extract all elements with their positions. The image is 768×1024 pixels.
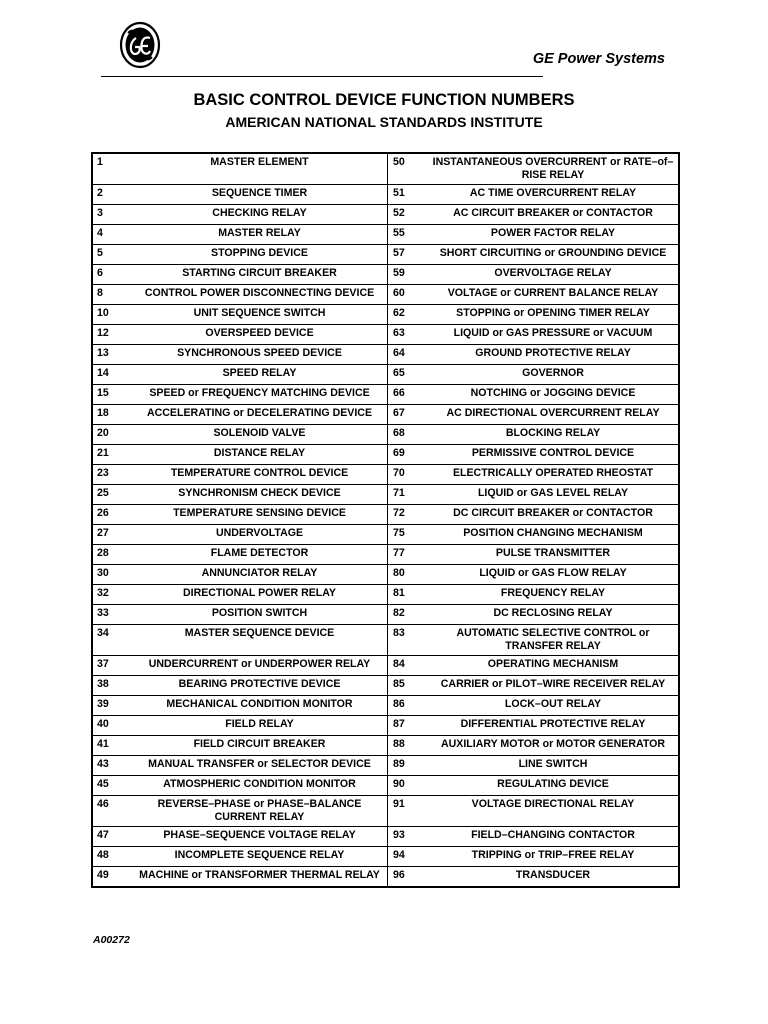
device-function: SHORT CIRCUITING or GROUNDING DEVICE — [428, 245, 679, 265]
table-row — [92, 625, 679, 656]
device-number: 40 — [92, 716, 132, 736]
device-function: LIQUID or GAS LEVEL RELAY — [428, 485, 679, 505]
device-function: FREQUENCY RELAY — [428, 585, 679, 605]
device-function: OPERATING MECHANISM — [428, 656, 679, 676]
table-row — [92, 867, 679, 888]
device-function: LIQUID or GAS FLOW RELAY — [428, 565, 679, 585]
device-function: FIELD RELAY — [132, 716, 388, 736]
device-number: 52 — [388, 205, 429, 225]
device-function: STARTING CIRCUIT BREAKER — [132, 265, 388, 285]
table-row — [92, 847, 679, 867]
device-number: 32 — [92, 585, 132, 605]
table-row — [92, 796, 679, 827]
device-number: 46 — [92, 796, 132, 827]
table-row — [92, 585, 679, 605]
table-row — [92, 656, 679, 676]
device-number: 83 — [388, 625, 429, 656]
device-number: 72 — [388, 505, 429, 525]
device-function: MACHINE or TRANSFORMER THERMAL RELAY — [132, 867, 388, 888]
device-number: 43 — [92, 756, 132, 776]
page-subtitle: AMERICAN NATIONAL STANDARDS INSTITUTE — [225, 114, 543, 130]
table-row — [92, 827, 679, 847]
table-row — [92, 736, 679, 756]
device-number: 48 — [92, 847, 132, 867]
device-number: 85 — [388, 676, 429, 696]
device-number: 68 — [388, 425, 429, 445]
device-number: 45 — [92, 776, 132, 796]
device-function: CHECKING RELAY — [132, 205, 388, 225]
table-row — [92, 716, 679, 736]
device-number: 49 — [92, 867, 132, 888]
table-row — [92, 385, 679, 405]
table-row — [92, 205, 679, 225]
device-function: POSITION CHANGING MECHANISM — [428, 525, 679, 545]
device-function: AUTOMATIC SELECTIVE CONTROL or TRANSFER RELAY — [428, 625, 679, 656]
device-number: 71 — [388, 485, 429, 505]
device-number: 60 — [388, 285, 429, 305]
device-function: SEQUENCE TIMER — [132, 185, 388, 205]
device-function: MASTER SEQUENCE DEVICE — [132, 625, 388, 656]
device-function: GOVERNOR — [428, 365, 679, 385]
table-row — [92, 465, 679, 485]
device-number: 94 — [388, 847, 429, 867]
device-function: INSTANTANEOUS OVERCURRENT or RATE–of–RISE RELAY — [428, 153, 679, 185]
device-number: 70 — [388, 465, 429, 485]
device-function: STOPPING DEVICE — [132, 245, 388, 265]
device-number: 69 — [388, 445, 429, 465]
device-function: FIELD–CHANGING CONTACTOR — [428, 827, 679, 847]
device-number: 12 — [92, 325, 132, 345]
device-function: AC TIME OVERCURRENT RELAY — [428, 185, 679, 205]
device-number: 37 — [92, 656, 132, 676]
device-number: 64 — [388, 345, 429, 365]
table-row — [92, 445, 679, 465]
device-number: 81 — [388, 585, 429, 605]
device-function: PERMISSIVE CONTROL DEVICE — [428, 445, 679, 465]
device-function: OVERVOLTAGE RELAY — [428, 265, 679, 285]
device-number: 34 — [92, 625, 132, 656]
header-divider — [101, 76, 543, 77]
table-row — [92, 365, 679, 385]
device-function: LIQUID or GAS PRESSURE or VACUUM — [428, 325, 679, 345]
table-row — [92, 485, 679, 505]
device-number: 62 — [388, 305, 429, 325]
table-row — [92, 153, 679, 185]
device-function: REVERSE–PHASE or PHASE–BALANCE CURRENT RELAY — [132, 796, 388, 827]
device-function: AC CIRCUIT BREAKER or CONTACTOR — [428, 205, 679, 225]
device-number: 8 — [92, 285, 132, 305]
device-number: 91 — [388, 796, 429, 827]
device-number: 26 — [92, 505, 132, 525]
device-function: PULSE TRANSMITTER — [428, 545, 679, 565]
device-function: SYNCHRONISM CHECK DEVICE — [132, 485, 388, 505]
device-function-table — [91, 152, 680, 888]
device-function: LINE SWITCH — [428, 756, 679, 776]
device-function: DC CIRCUIT BREAKER or CONTACTOR — [428, 505, 679, 525]
device-function: DIRECTIONAL POWER RELAY — [132, 585, 388, 605]
device-number: 88 — [388, 736, 429, 756]
device-number: 30 — [92, 565, 132, 585]
table-row — [92, 525, 679, 545]
table-row — [92, 345, 679, 365]
table-row — [92, 776, 679, 796]
device-number: 93 — [388, 827, 429, 847]
device-function: CONTROL POWER DISCONNECTING DEVICE — [132, 285, 388, 305]
device-function: ACCELERATING or DECELERATING DEVICE — [132, 405, 388, 425]
device-function: POSITION SWITCH — [132, 605, 388, 625]
device-function: VOLTAGE DIRECTIONAL RELAY — [428, 796, 679, 827]
device-function: UNDERCURRENT or UNDERPOWER RELAY — [132, 656, 388, 676]
device-number: 47 — [92, 827, 132, 847]
device-function: ATMOSPHERIC CONDITION MONITOR — [132, 776, 388, 796]
device-function: CARRIER or PILOT–WIRE RECEIVER RELAY — [428, 676, 679, 696]
document-code: A00272 — [93, 934, 130, 946]
device-function: MANUAL TRANSFER or SELECTOR DEVICE — [132, 756, 388, 776]
device-number: 1 — [92, 153, 132, 185]
device-function: TRANSDUCER — [428, 867, 679, 888]
device-function: DC RECLOSING RELAY — [428, 605, 679, 625]
device-function: POWER FACTOR RELAY — [428, 225, 679, 245]
ge-monogram-icon — [119, 21, 161, 69]
device-function: FLAME DETECTOR — [132, 545, 388, 565]
device-number: 50 — [388, 153, 429, 185]
device-number: 82 — [388, 605, 429, 625]
device-function: DISTANCE RELAY — [132, 445, 388, 465]
device-number: 39 — [92, 696, 132, 716]
device-number: 28 — [92, 545, 132, 565]
device-number: 96 — [388, 867, 429, 888]
device-function: LOCK–OUT RELAY — [428, 696, 679, 716]
device-function: GROUND PROTECTIVE RELAY — [428, 345, 679, 365]
device-function: INCOMPLETE SEQUENCE RELAY — [132, 847, 388, 867]
device-function-table-body — [92, 153, 679, 887]
device-function: BEARING PROTECTIVE DEVICE — [132, 676, 388, 696]
table-row — [92, 265, 679, 285]
device-function: ELECTRICALLY OPERATED RHEOSTAT — [428, 465, 679, 485]
table-row — [92, 225, 679, 245]
table-row — [92, 676, 679, 696]
device-function: AC DIRECTIONAL OVERCURRENT RELAY — [428, 405, 679, 425]
table-row — [92, 605, 679, 625]
device-number: 41 — [92, 736, 132, 756]
device-function: BLOCKING RELAY — [428, 425, 679, 445]
device-function: STOPPING or OPENING TIMER RELAY — [428, 305, 679, 325]
page-title: BASIC CONTROL DEVICE FUNCTION NUMBERS — [193, 91, 575, 109]
device-number: 57 — [388, 245, 429, 265]
device-number: 87 — [388, 716, 429, 736]
device-function: UNDERVOLTAGE — [132, 525, 388, 545]
table-row — [92, 425, 679, 445]
device-number: 67 — [388, 405, 429, 425]
device-function: TRIPPING or TRIP–FREE RELAY — [428, 847, 679, 867]
device-function: MASTER ELEMENT — [132, 153, 388, 185]
device-function: FIELD CIRCUIT BREAKER — [132, 736, 388, 756]
device-function: SPEED RELAY — [132, 365, 388, 385]
device-function: SYNCHRONOUS SPEED DEVICE — [132, 345, 388, 365]
device-function: DIFFERENTIAL PROTECTIVE RELAY — [428, 716, 679, 736]
table-row — [92, 565, 679, 585]
device-number: 55 — [388, 225, 429, 245]
device-number: 4 — [92, 225, 132, 245]
device-number: 20 — [92, 425, 132, 445]
table-row — [92, 545, 679, 565]
device-function: ANNUNCIATOR RELAY — [132, 565, 388, 585]
device-number: 23 — [92, 465, 132, 485]
table-row — [92, 756, 679, 776]
device-number: 63 — [388, 325, 429, 345]
table-row — [92, 405, 679, 425]
device-function: TEMPERATURE CONTROL DEVICE — [132, 465, 388, 485]
device-function: OVERSPEED DEVICE — [132, 325, 388, 345]
device-function: REGULATING DEVICE — [428, 776, 679, 796]
device-number: 13 — [92, 345, 132, 365]
device-number: 89 — [388, 756, 429, 776]
device-number: 18 — [92, 405, 132, 425]
device-number: 15 — [92, 385, 132, 405]
device-function: SOLENOID VALVE — [132, 425, 388, 445]
device-function: MASTER RELAY — [132, 225, 388, 245]
device-function: NOTCHING or JOGGING DEVICE — [428, 385, 679, 405]
table-row — [92, 185, 679, 205]
device-function: VOLTAGE or CURRENT BALANCE RELAY — [428, 285, 679, 305]
device-number: 33 — [92, 605, 132, 625]
device-number: 10 — [92, 305, 132, 325]
device-number: 14 — [92, 365, 132, 385]
device-number: 90 — [388, 776, 429, 796]
device-function: TEMPERATURE SENSING DEVICE — [132, 505, 388, 525]
device-number: 59 — [388, 265, 429, 285]
device-function: UNIT SEQUENCE SWITCH — [132, 305, 388, 325]
device-number: 38 — [92, 676, 132, 696]
device-number: 75 — [388, 525, 429, 545]
device-number: 21 — [92, 445, 132, 465]
brand-name: GE Power Systems — [532, 51, 665, 67]
device-function: AUXILIARY MOTOR or MOTOR GENERATOR — [428, 736, 679, 756]
device-number: 77 — [388, 545, 429, 565]
device-number: 86 — [388, 696, 429, 716]
table-row — [92, 245, 679, 265]
device-number: 5 — [92, 245, 132, 265]
device-number: 80 — [388, 565, 429, 585]
device-number: 65 — [388, 365, 429, 385]
device-function: MECHANICAL CONDITION MONITOR — [132, 696, 388, 716]
table-row — [92, 285, 679, 305]
table-row — [92, 305, 679, 325]
device-number: 51 — [388, 185, 429, 205]
device-number: 3 — [92, 205, 132, 225]
table-row — [92, 696, 679, 716]
device-number: 27 — [92, 525, 132, 545]
device-number: 6 — [92, 265, 132, 285]
device-number: 66 — [388, 385, 429, 405]
device-function: SPEED or FREQUENCY MATCHING DEVICE — [132, 385, 388, 405]
table-row — [92, 505, 679, 525]
device-number: 84 — [388, 656, 429, 676]
device-number: 2 — [92, 185, 132, 205]
device-number: 25 — [92, 485, 132, 505]
device-function: PHASE–SEQUENCE VOLTAGE RELAY — [132, 827, 388, 847]
table-row — [92, 325, 679, 345]
